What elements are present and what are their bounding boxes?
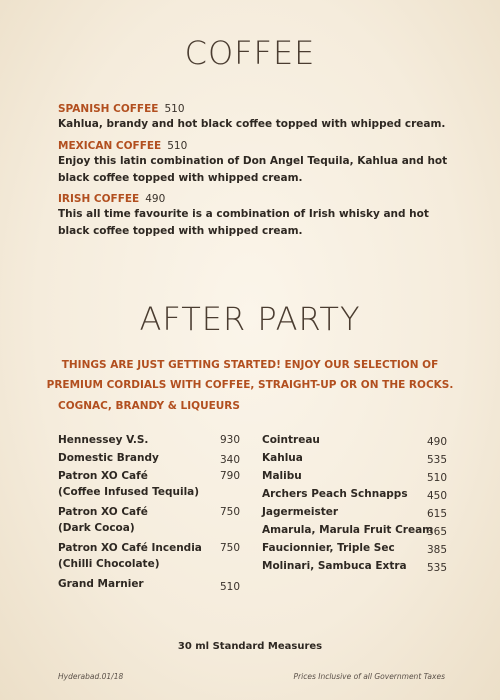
menu-row: [262, 522, 452, 538]
menu-row: [58, 450, 241, 466]
menu-item-price: 365: [427, 526, 448, 538]
menu-item-price: 535: [427, 454, 448, 466]
menu-item-price: 340: [220, 454, 241, 466]
menu-item-name: Archers Peach Schnapps: [262, 488, 408, 500]
coffee-item-description: Enjoy this latin combination of Don Angel Tequila, Kahlua and hot black coffee topped with whipped cream.: [58, 155, 448, 184]
after-party-headline: [40, 355, 460, 395]
after-party-section-title: AFTER PARTY: [139, 300, 361, 338]
menu-row: [58, 432, 241, 448]
menu-item-name: Jagermeister: [262, 506, 339, 518]
menu-item-name: Domestic Brandy: [58, 452, 159, 464]
menu-item-price: 790: [220, 470, 241, 482]
menu-item-name: Faucionnier, Triple Sec: [262, 542, 395, 554]
menu-row: [58, 504, 241, 536]
coffee-item-price: 510: [167, 140, 188, 152]
menu-item-price: 750: [220, 506, 241, 518]
coffee-section-title: COFFEE: [184, 34, 316, 72]
menu-item-price: 385: [427, 544, 448, 556]
standard-measures-note: 30 ml Standard Measures: [177, 641, 323, 652]
menu-item-price: 510: [220, 581, 241, 593]
menu-row: [58, 576, 241, 593]
menu-item-subtitle: (Coffee Infused Tequila): [58, 486, 200, 498]
menu-row: [58, 540, 241, 572]
headline-line-2: PREMIUM CORDIALS WITH COFFEE, STRAIGHT-UP OR ON THE ROCKS.: [46, 379, 454, 391]
menu-item-name: Grand Marnier: [58, 578, 144, 590]
coffee-item-spanish: [58, 97, 458, 133]
menu-item-name: Patron XO Café: [58, 506, 148, 518]
menu-row: [262, 540, 452, 556]
menu-item-name: Patron XO Café Incendia: [58, 542, 202, 554]
menu-item-name: Cointreau: [262, 434, 320, 446]
menu-row: [262, 558, 452, 574]
menu-item-name: Patron XO Café: [58, 470, 148, 482]
menu-item-price: 535: [427, 562, 448, 574]
menu-row: [262, 432, 452, 448]
coffee-item-description: This all time favourite is a combination of Irish whisky and hot black coffee topped with whipped cream.: [58, 208, 429, 237]
coffee-item-mexican: [58, 134, 458, 187]
menu-item-name: Malibu: [262, 470, 302, 482]
menu-row: [262, 486, 452, 502]
liqueurs-right-column: [262, 432, 452, 574]
menu-item-price: 510: [427, 472, 448, 484]
liqueurs-left-column: [58, 432, 241, 593]
menu-row: [262, 504, 452, 520]
coffee-item-price: 490: [145, 193, 166, 205]
headline-line-1: THINGS ARE JUST GETTING STARTED! ENJOY OUR SELECTION OF: [61, 359, 439, 371]
menu-row: [262, 468, 452, 484]
menu-item-price: 450: [427, 490, 448, 502]
menu-item-name: Kahlua: [262, 452, 303, 464]
location-code: Hyderabad.01/18: [58, 672, 124, 681]
coffee-item-name: SPANISH COFFEE: [58, 103, 159, 115]
coffee-item-description: Kahlua, brandy and hot black coffee topped with whipped cream.: [58, 118, 446, 130]
liqueurs-subheading: COGNAC, BRANDY & LIQUEURS: [58, 400, 240, 412]
menu-item-name: Amarula, Marula Fruit Cream: [262, 524, 434, 536]
menu-item-price: 750: [220, 542, 241, 554]
menu-item-price: 615: [427, 508, 448, 520]
menu-item-price: 490: [427, 436, 448, 448]
coffee-item-irish: [58, 187, 458, 240]
tax-note: Prices Inclusive of all Government Taxes: [293, 672, 445, 681]
menu-item-name: Molinari, Sambuca Extra: [262, 560, 407, 572]
coffee-item-name: MEXICAN COFFEE: [58, 140, 162, 152]
coffee-item-name: IRISH COFFEE: [58, 193, 140, 205]
menu-item-subtitle: (Dark Cocoa): [58, 522, 135, 534]
menu-row: [262, 450, 452, 466]
menu-item-name: Hennessey V.S.: [58, 434, 149, 446]
menu-item-subtitle: (Chilli Chocolate): [58, 558, 160, 570]
coffee-item-price: 510: [164, 103, 185, 115]
menu-item-price: 930: [220, 434, 241, 446]
menu-row: [58, 468, 241, 500]
